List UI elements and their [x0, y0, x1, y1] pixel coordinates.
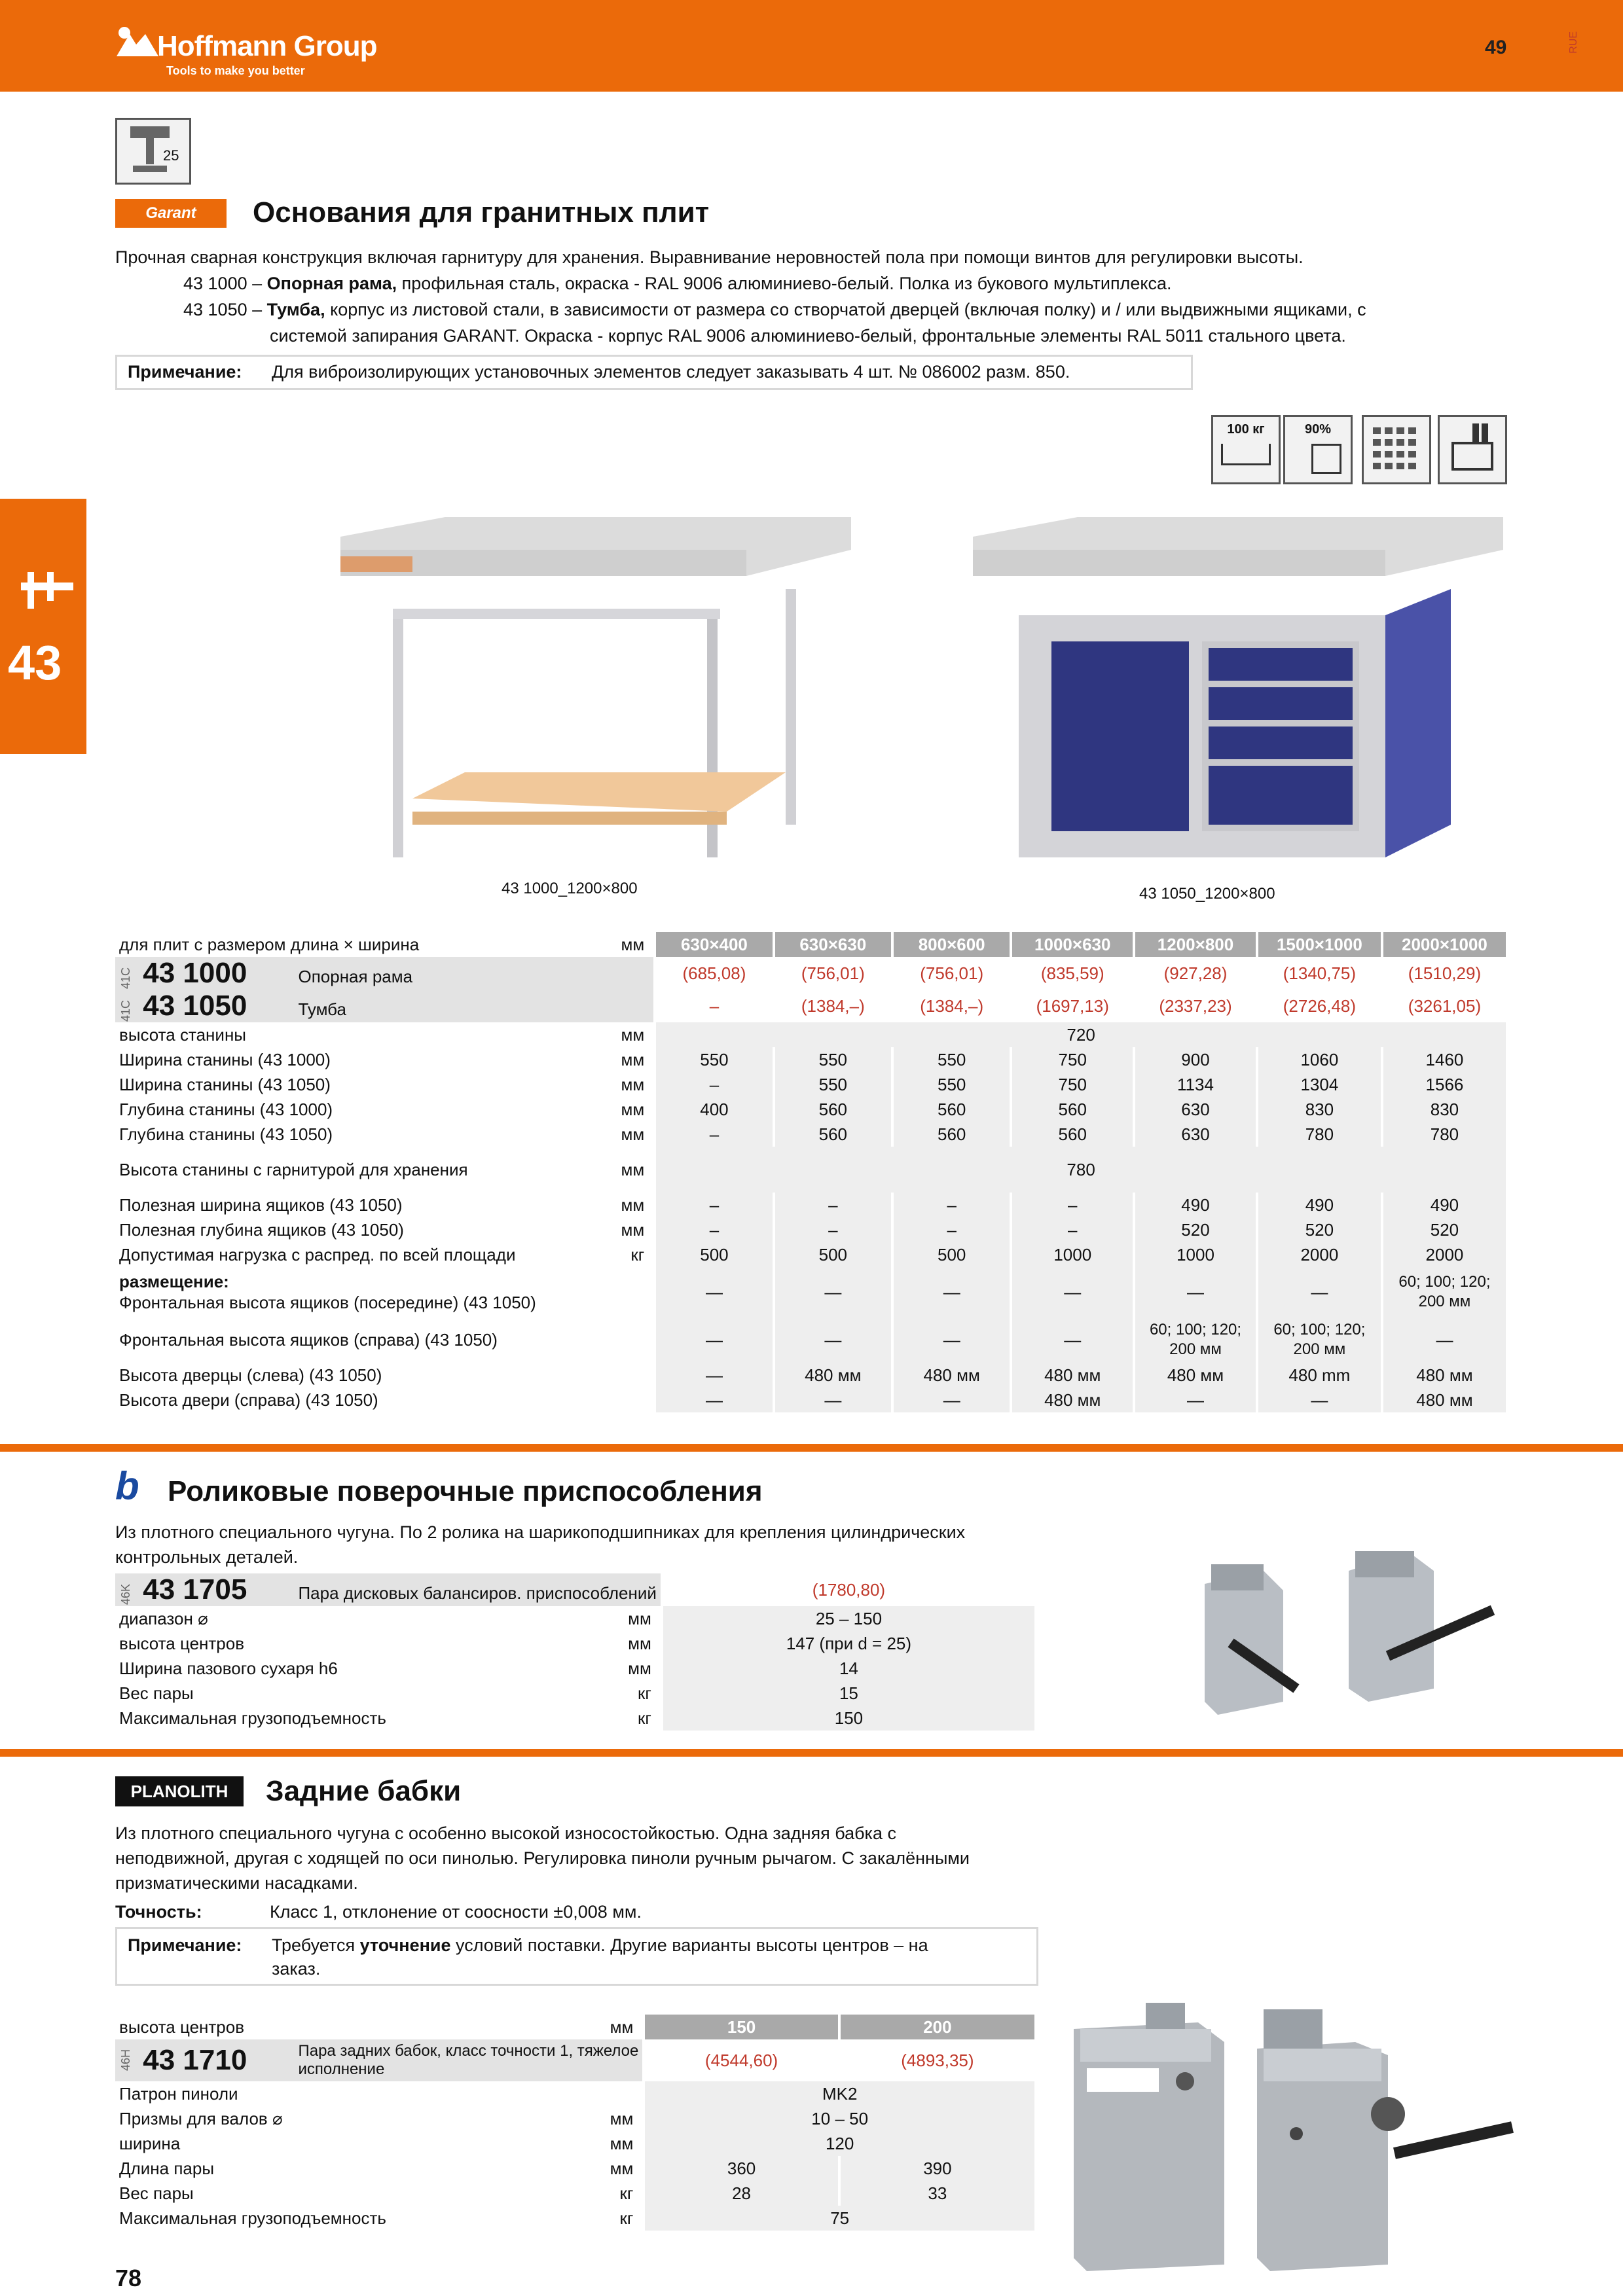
section-title: Роликовые поверочные приспособления	[168, 1475, 763, 1507]
section-intro: контрольных деталей.	[115, 1547, 299, 1567]
row-unit: кг	[638, 1683, 651, 1703]
article-number: 43 1050	[143, 990, 247, 1022]
spec-table	[115, 1573, 1034, 1731]
price: (835,59)	[1011, 957, 1134, 990]
row-label: Полезная глубина ящиков (43 1050)	[119, 1219, 404, 1240]
row-value: 490	[1134, 1193, 1257, 1217]
section-intro: призматическими насадками.	[115, 1873, 358, 1893]
item-name: Опорная рама,	[266, 274, 397, 293]
row-value: —	[1134, 1388, 1257, 1412]
row-value: 560	[774, 1097, 892, 1122]
section-intro: Из плотного специального чугуна с особенно высокой износостойкостью. Одна задняя бабка с	[115, 1823, 896, 1843]
brand-tagline: Tools to make you better	[166, 64, 305, 77]
row-value: —	[892, 1267, 1011, 1317]
row-unit: мм	[621, 1049, 645, 1069]
table-row	[115, 1047, 1506, 1072]
row-value: 500	[774, 1242, 892, 1267]
note-text-part: условий поставки. Другие варианты высоты центров – на	[450, 1935, 928, 1955]
lock-drawer-icon	[1438, 415, 1507, 484]
row-value: 400	[655, 1097, 773, 1122]
column-size: 1500×1000	[1257, 932, 1382, 957]
row-value: 60; 100; 120; 200 мм	[1134, 1317, 1257, 1363]
row-value: 33	[839, 2181, 1034, 2206]
roller-fixture-image	[1192, 1532, 1519, 1728]
section-tab	[0, 499, 86, 754]
row-value: —	[1011, 1267, 1134, 1317]
column-size: 200	[839, 2015, 1034, 2039]
row-value: 560	[892, 1097, 1011, 1122]
row-unit	[475, 2081, 644, 2106]
row-value: 480 мм	[892, 1363, 1011, 1388]
table-header-row	[115, 2015, 1034, 2039]
table-row	[115, 1147, 1506, 1193]
price: (756,01)	[892, 957, 1011, 990]
item-description	[183, 297, 1493, 322]
article-name: Тумба	[298, 999, 346, 1019]
article-row[interactable]	[115, 2039, 1034, 2081]
row-label: Ширина станины (43 1000)	[119, 1049, 331, 1069]
row-unit: мм	[621, 1159, 645, 1179]
section-intro: Прочная сварная конструкция включая гарнитуру для хранения. Выравнивание неровностей пола при помощи винтов для регулировки высоты.	[115, 247, 1304, 267]
table-row	[115, 1122, 1506, 1147]
row-value: MK2	[644, 2081, 1034, 2106]
article-cell	[115, 990, 655, 1022]
row-value: 60; 100; 120; 200 мм	[1382, 1267, 1506, 1317]
table-row	[115, 1193, 1506, 1217]
row-unit: кг	[638, 1708, 651, 1728]
price: (3261,05)	[1382, 990, 1506, 1022]
note-emphasis: уточнение	[359, 1935, 451, 1955]
row-label: Максимальная грузоподъемность	[119, 2208, 386, 2228]
row-unit	[540, 1363, 655, 1388]
drawer-grid-icon	[1362, 415, 1431, 484]
row-label: Фронтальная высота ящиков (справа) (43 1050)	[119, 1329, 498, 1350]
row-value: 560	[1011, 1122, 1134, 1147]
section-intro: Из плотного специального чугуна. По 2 ролика на шарикоподшипниках для крепления цилиндрических	[115, 1522, 966, 1542]
price: (4544,60)	[644, 2039, 839, 2081]
row-value: 75	[644, 2206, 1034, 2231]
article-name: Опорная рама	[298, 967, 413, 986]
row-value: —	[1382, 1317, 1506, 1363]
row-label	[115, 1267, 540, 1317]
header-unit: мм	[610, 2017, 634, 2037]
row-value: 480 мм	[1134, 1363, 1257, 1388]
row-value: 2000	[1382, 1242, 1506, 1267]
row-value: 10 – 50	[644, 2106, 1034, 2131]
price: (1780,80)	[662, 1573, 1034, 1606]
table-row	[115, 1606, 1034, 1631]
page-number: 78	[115, 2265, 142, 2291]
section-intro: неподвижной, другая с ходящей по оси пинолью. Регулировка пиноли ручным рычагом. С закалёнными	[115, 1848, 970, 1868]
column-size: 1200×800	[1134, 932, 1257, 957]
planolith-badge: PLANOLITH	[115, 1776, 244, 1806]
row-value: 520	[1134, 1217, 1257, 1242]
brand-name: Hoffmann Group	[157, 30, 377, 62]
table-row	[115, 1317, 1506, 1363]
row-value: —	[655, 1363, 773, 1388]
side-code: RUE	[1568, 31, 1579, 54]
row-value: 550	[655, 1047, 773, 1072]
article-row[interactable]	[115, 990, 1506, 1022]
row-value: 750	[1011, 1047, 1134, 1072]
item-name: Тумба,	[266, 300, 325, 319]
row-value: –	[655, 1122, 773, 1147]
row-label: Длина пары	[119, 2158, 215, 2178]
row-value: 560	[1011, 1097, 1134, 1122]
article-row[interactable]	[115, 957, 1506, 990]
row-value: 830	[1257, 1097, 1382, 1122]
table-row	[115, 1388, 1506, 1412]
header-label: для плит с размером длина × ширина	[119, 934, 420, 954]
article-cell	[115, 1573, 662, 1606]
garant-badge: Garant	[115, 199, 227, 228]
row-label: высота центров	[119, 1633, 245, 1653]
adjust-height-label: 25	[163, 147, 179, 164]
row-value: 15	[662, 1681, 1034, 1706]
item-text-continued: системой запирания GARANT. Окраска - корпус RAL 9006 алюминиево-белый, фронтальные элементы RAL 5011 стального цвета.	[270, 326, 1346, 346]
price: (927,28)	[1134, 957, 1257, 990]
table-row	[115, 2156, 1034, 2181]
row-value: 520	[1257, 1217, 1382, 1242]
article-number: 43 1710	[143, 2044, 247, 2076]
table-row	[115, 1631, 1034, 1656]
row-value: 2000	[1257, 1242, 1382, 1267]
price: (1340,75)	[1257, 957, 1382, 990]
table-row	[115, 1217, 1506, 1242]
row-value: 500	[655, 1242, 773, 1267]
row-value: —	[1257, 1267, 1382, 1317]
row-value: 550	[892, 1047, 1011, 1072]
article-cell	[115, 957, 655, 990]
row-value: 490	[1257, 1193, 1382, 1217]
section-divider	[0, 1444, 1623, 1452]
price: (1510,29)	[1382, 957, 1506, 990]
row-value: —	[774, 1267, 892, 1317]
column-size: 1000×630	[1011, 932, 1134, 957]
item-code: 43 1050 –	[183, 300, 263, 319]
row-value: —	[1134, 1267, 1257, 1317]
accuracy-label: Точность:	[115, 1902, 202, 1922]
row-label: Высота дверцы (слева) (43 1050)	[119, 1365, 382, 1385]
article-category: 46H	[119, 2049, 132, 2072]
section-title: Задние бабки	[266, 1775, 462, 1807]
table-row	[115, 1706, 1034, 1731]
row-unit: мм	[621, 1074, 645, 1094]
header-unit: мм	[621, 934, 645, 954]
spec-table	[115, 932, 1506, 1412]
row-unit: кг	[619, 2183, 634, 2203]
table-row	[115, 2206, 1034, 2231]
table-row	[115, 1363, 1506, 1388]
image-caption: 43 1050_1200×800	[1139, 885, 1275, 903]
note-label: Примечание:	[128, 1935, 242, 1955]
row-value: 550	[774, 1047, 892, 1072]
article-number: 43 1000	[143, 957, 247, 989]
cabinet-image	[966, 511, 1510, 877]
row-value: 720	[655, 1022, 1506, 1047]
row-value: —	[892, 1388, 1011, 1412]
row-value: 550	[892, 1072, 1011, 1097]
price: (1384,–)	[892, 990, 1011, 1022]
row-value: 1000	[1134, 1242, 1257, 1267]
table-row	[115, 2106, 1034, 2131]
brand-b-logo: b	[115, 1464, 139, 1508]
row-value: 1460	[1382, 1047, 1506, 1072]
note-box	[115, 1927, 1038, 1986]
row-label: Глубина станины (43 1050)	[119, 1124, 333, 1144]
price: (4893,35)	[839, 2039, 1034, 2081]
extension-90-icon	[1283, 415, 1353, 484]
row-label: Допустимая нагрузка с распред. по всей площади	[119, 1244, 516, 1265]
price: (2337,23)	[1134, 990, 1257, 1022]
article-category: 46K	[119, 1584, 132, 1605]
row-value: –	[892, 1193, 1011, 1217]
item-description	[183, 271, 1493, 296]
row-value: 150	[662, 1706, 1034, 1731]
row-value: –	[774, 1217, 892, 1242]
note-text: заказ.	[272, 1959, 321, 1979]
row-label: ширина	[119, 2133, 181, 2153]
row-value: 480 мм	[1382, 1363, 1506, 1388]
row-value: 14	[662, 1656, 1034, 1681]
item-text: корпус из листовой стали, в зависимости от размера со створчатой дверцей (включая полку) и / или выдвижными ящиками, с	[325, 300, 1366, 319]
row-unit: мм	[610, 2108, 634, 2128]
column-size: 2000×1000	[1382, 932, 1506, 957]
row-value: –	[655, 1072, 773, 1097]
section-divider	[0, 1749, 1623, 1757]
row-value: —	[655, 1267, 773, 1317]
article-number: 43 1705	[143, 1573, 247, 1605]
table-header-row	[115, 932, 1506, 957]
row-label: Вес пары	[119, 1683, 194, 1703]
row-unit: мм	[621, 1124, 645, 1144]
table-row	[115, 1242, 1506, 1267]
row-label: Призмы для валов ⌀	[119, 2108, 283, 2128]
article-name	[298, 2042, 638, 2079]
row-unit: кг	[630, 1244, 645, 1265]
row-value: –	[655, 1193, 773, 1217]
column-size: 150	[644, 2015, 839, 2039]
column-size: 800×600	[892, 932, 1011, 957]
row-value: 780	[1257, 1122, 1382, 1147]
row-value: 360	[644, 2156, 839, 2181]
page-number-top: 49	[1485, 37, 1507, 58]
row-label: Глубина станины (43 1000)	[119, 1099, 333, 1119]
table-row	[115, 1267, 1506, 1317]
note-label: Примечание:	[128, 362, 242, 382]
table-row	[115, 1656, 1034, 1681]
table-row	[115, 1022, 1506, 1047]
note-text-part: Требуется	[272, 1935, 360, 1955]
row-unit: мм	[628, 1608, 651, 1628]
row-label: Вес пары	[119, 2183, 194, 2203]
row-unit: мм	[610, 2158, 634, 2178]
row-value: 780	[655, 1147, 1506, 1193]
row-label: Ширина станины (43 1050)	[119, 1074, 331, 1094]
row-value: 750	[1011, 1072, 1134, 1097]
row-value: —	[774, 1317, 892, 1363]
column-size: 630×400	[655, 932, 773, 957]
row-label: высота станины	[119, 1024, 246, 1045]
price: (685,08)	[655, 957, 773, 990]
row-value: 480 мм	[1011, 1388, 1134, 1412]
row-label: Полезная ширина ящиков (43 1050)	[119, 1194, 403, 1215]
row-label: Максимальная грузоподъемность	[119, 1708, 386, 1728]
article-name-line: Пара задних бабок, класс точности 1, тяжелое	[298, 2042, 639, 2060]
row-label: диапазон ⌀	[119, 1608, 208, 1628]
row-value: –	[655, 1217, 773, 1242]
header-label: высота центров	[119, 2017, 245, 2037]
row-value: 1566	[1382, 1072, 1506, 1097]
row-unit: мм	[621, 1219, 645, 1240]
row-label: Патрон пиноли	[119, 2083, 238, 2104]
section-number: 43	[8, 636, 62, 690]
row-unit: мм	[621, 1099, 645, 1119]
row-label-sub: Фронтальная высота ящиков (посередине) (43 1050)	[119, 1293, 536, 1312]
row-value: 390	[839, 2156, 1034, 2181]
row-unit	[540, 1388, 655, 1412]
row-value: 560	[774, 1122, 892, 1147]
row-unit	[540, 1317, 655, 1363]
extension-label: 90%	[1304, 422, 1332, 437]
load-label: 100 кг	[1227, 422, 1265, 437]
article-category: 41C	[119, 967, 132, 989]
row-value: 780	[1382, 1122, 1506, 1147]
row-value: —	[655, 1317, 773, 1363]
row-value: 500	[892, 1242, 1011, 1267]
price: (1384,–)	[774, 990, 892, 1022]
row-value: 1304	[1257, 1072, 1382, 1097]
row-value: –	[774, 1193, 892, 1217]
row-value: 147 (при d = 25)	[662, 1631, 1034, 1656]
row-value: —	[892, 1317, 1011, 1363]
note-box	[115, 355, 1193, 390]
row-value: 550	[774, 1072, 892, 1097]
row-value: –	[1011, 1217, 1134, 1242]
row-value: —	[1011, 1317, 1134, 1363]
article-cell	[115, 2039, 644, 2081]
note-text	[272, 1933, 928, 1958]
row-value: 490	[1382, 1193, 1506, 1217]
row-value: 520	[1382, 1217, 1506, 1242]
level-adjust-icon	[115, 118, 191, 185]
row-value: 1000	[1011, 1242, 1134, 1267]
row-value: 900	[1134, 1047, 1257, 1072]
row-value: 1060	[1257, 1047, 1382, 1072]
row-unit: мм	[621, 1194, 645, 1215]
row-unit: мм	[621, 1024, 645, 1045]
row-value: 630	[1134, 1122, 1257, 1147]
table-row	[115, 1072, 1506, 1097]
caliper-icon	[18, 569, 77, 615]
section-title: Основания для гранитных плит	[253, 196, 710, 228]
row-value: 60; 100; 120; 200 мм	[1257, 1317, 1382, 1363]
row-value: 28	[644, 2181, 839, 2206]
row-value: 560	[892, 1122, 1011, 1147]
row-value: —	[774, 1388, 892, 1412]
article-row[interactable]	[115, 1573, 1034, 1606]
row-value: 480 mm	[1257, 1363, 1382, 1388]
table-row	[115, 2131, 1034, 2156]
row-value: —	[655, 1388, 773, 1412]
row-label: Ширина пазового сухаря h6	[119, 1658, 338, 1678]
row-label-heading: размещение:	[119, 1272, 229, 1291]
hoffmann-logo-icon	[115, 25, 161, 58]
row-value: 25 – 150	[662, 1606, 1034, 1631]
row-value: —	[1257, 1388, 1382, 1412]
load-100kg-icon	[1211, 415, 1281, 484]
row-value: –	[1011, 1193, 1134, 1217]
note-text: Для виброизолирующих установочных элементов следует заказывать 4 шт. № 086002 разм. 850.	[272, 362, 1070, 382]
price: (756,01)	[774, 957, 892, 990]
spec-table	[115, 2015, 1034, 2231]
table-row	[115, 2181, 1034, 2206]
row-unit: мм	[628, 1633, 651, 1653]
column-size: 630×630	[774, 932, 892, 957]
row-value: 480 мм	[1382, 1388, 1506, 1412]
row-label: Высота станины с гарнитурой для хранения	[119, 1159, 468, 1179]
row-value: 830	[1382, 1097, 1506, 1122]
support-frame-image	[327, 511, 864, 877]
row-unit: мм	[610, 2133, 634, 2153]
accuracy-text: Класс 1, отклонение от соосности ±0,008 мм.	[270, 1902, 642, 1922]
tailstock-image	[1061, 2003, 1519, 2271]
price: (2726,48)	[1257, 990, 1382, 1022]
row-value: 1134	[1134, 1072, 1257, 1097]
row-value: 630	[1134, 1097, 1257, 1122]
table-row	[115, 1097, 1506, 1122]
price: –	[655, 990, 773, 1022]
price: (1697,13)	[1011, 990, 1134, 1022]
row-unit	[540, 1267, 655, 1317]
row-value: –	[892, 1217, 1011, 1242]
image-caption: 43 1000_1200×800	[501, 880, 638, 897]
table-row	[115, 1681, 1034, 1706]
row-value: 120	[644, 2131, 1034, 2156]
row-unit: кг	[619, 2208, 634, 2228]
article-name-line: исполнение	[298, 2060, 385, 2078]
item-text: профильная сталь, окраска - RAL 9006 алюминиево-белый. Полка из букового мультиплекса.	[397, 274, 1172, 293]
row-label: Высота двери (справа) (43 1050)	[119, 1390, 378, 1410]
table-row	[115, 2081, 1034, 2106]
item-code: 43 1000 –	[183, 274, 263, 293]
article-category: 41C	[119, 999, 132, 1022]
row-value: 480 мм	[774, 1363, 892, 1388]
row-value: 480 мм	[1011, 1363, 1134, 1388]
row-unit: мм	[628, 1658, 651, 1678]
article-name: Пара дисковых балансиров. приспособлений	[298, 1583, 657, 1603]
